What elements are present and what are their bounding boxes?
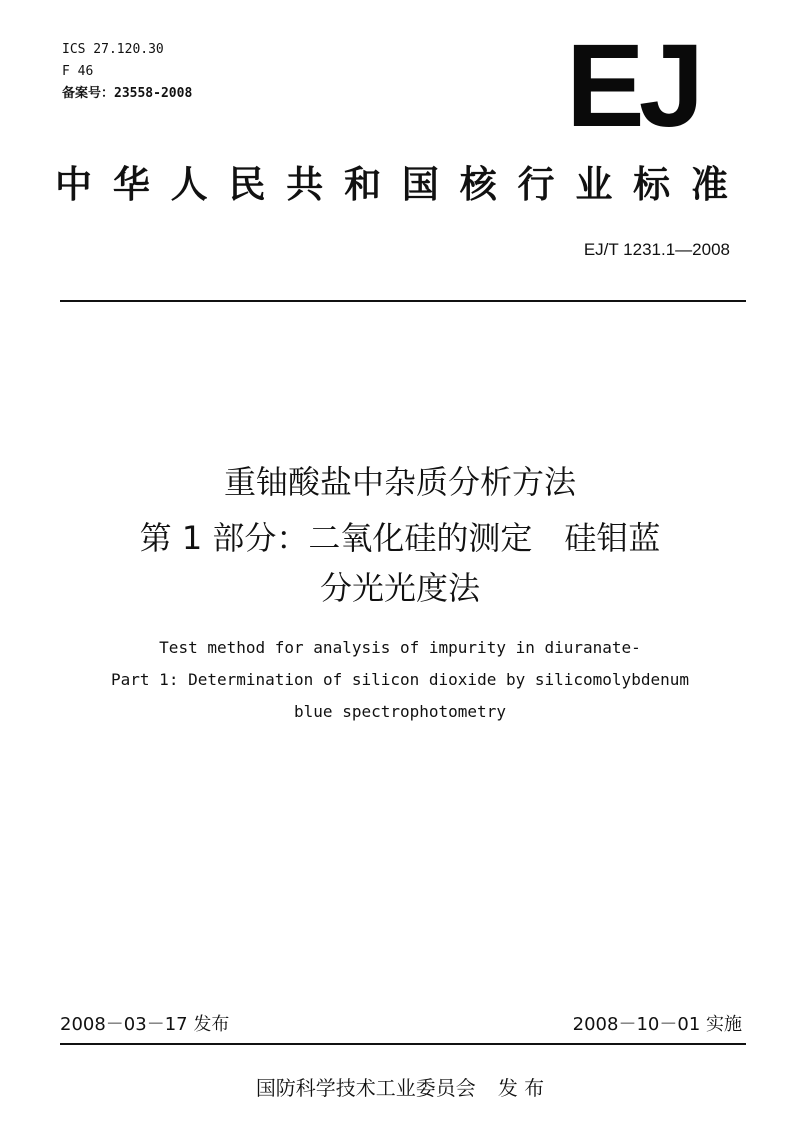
issue-date: 2008－03－17 发布 bbox=[60, 1014, 230, 1035]
publisher-line bbox=[0, 1072, 800, 1101]
record-number: 备案号：23558-2008 bbox=[62, 86, 193, 101]
standard-number: EJ/T 1231.1—2008 bbox=[583, 240, 730, 259]
category-code: F 46 bbox=[62, 64, 94, 79]
publisher-name: 国防科学技术工业委员会 bbox=[255, 1076, 476, 1100]
title-cn-line-2: 第 1 部分：二氧化硅的测定 硅钼蓝 bbox=[139, 519, 661, 557]
publish-label: 发 布 bbox=[497, 1076, 545, 1100]
footer-divider bbox=[60, 1043, 746, 1045]
header-divider bbox=[60, 300, 746, 302]
ej-logo: EJ bbox=[566, 20, 699, 152]
implement-date: 2008－10－01 实施 bbox=[572, 1014, 742, 1035]
title-cn-line-3: 分光光度法 bbox=[319, 569, 480, 607]
title-en-line-3: blue spectrophotometry bbox=[294, 702, 506, 721]
title-cn-line-1: 重铀酸盐中杂质分析方法 bbox=[223, 463, 576, 501]
title-en-line-1: Test method for analysis of impurity in diuranate- bbox=[159, 638, 641, 657]
title-en-line-2: Part 1: Determination of silicon dioxide by silicomolybdenum bbox=[111, 670, 689, 689]
org-title: 中华人民共和国核行业标准 bbox=[55, 163, 745, 206]
ics-code: ICS 27.120.30 bbox=[62, 42, 164, 57]
